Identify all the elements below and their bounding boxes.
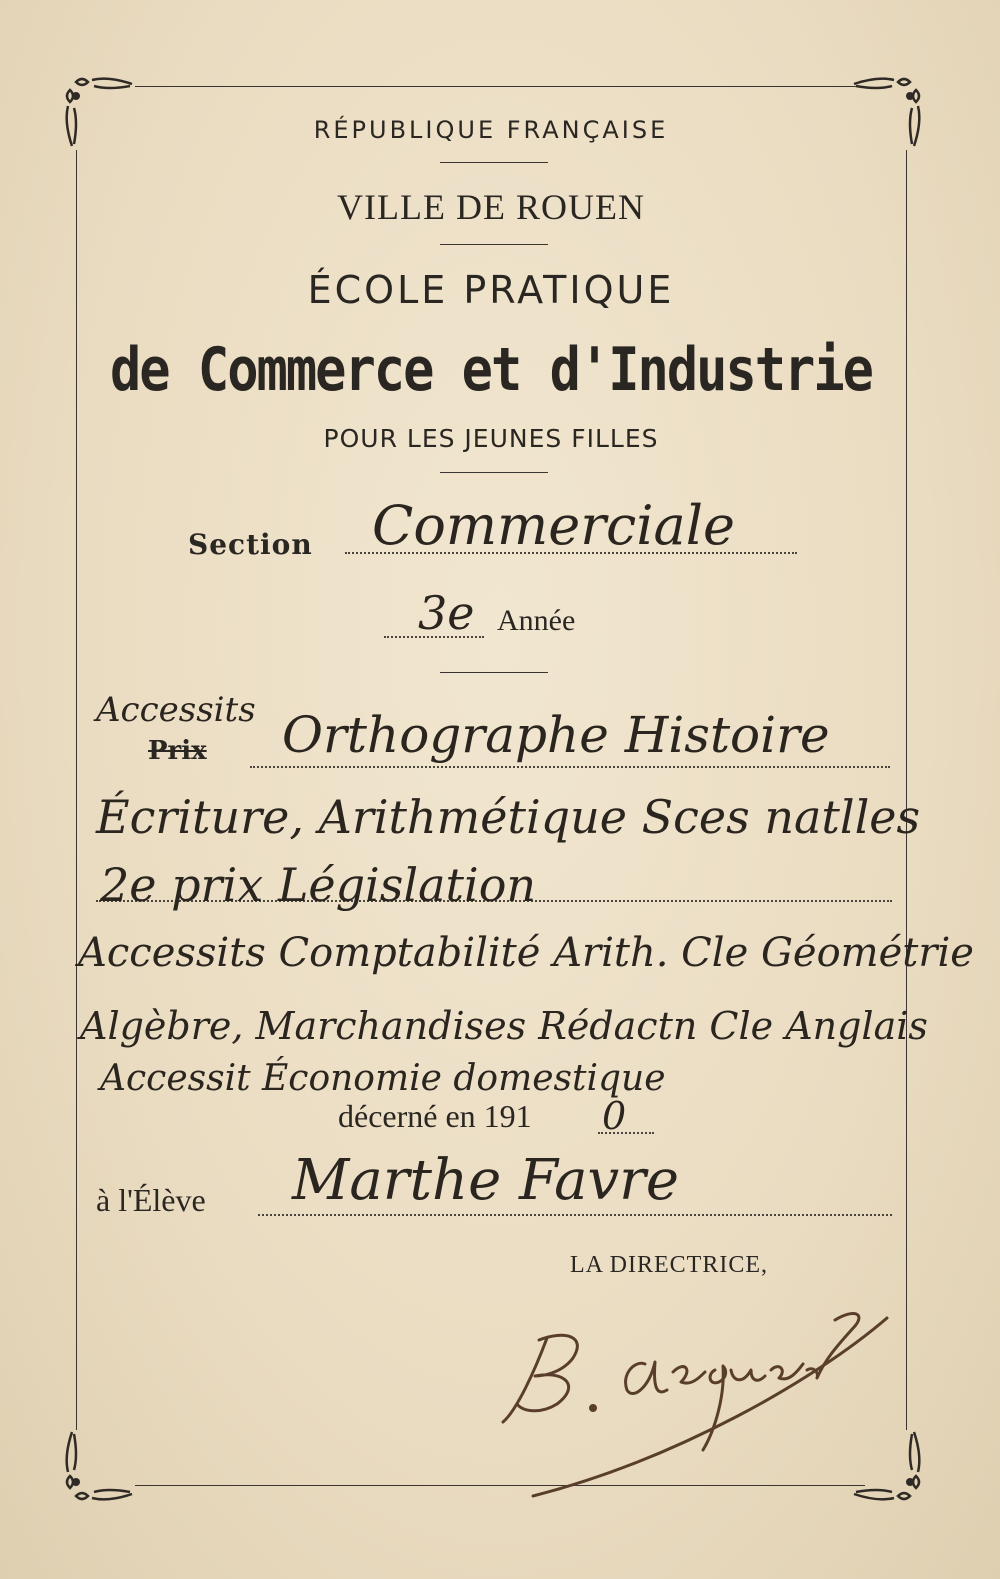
header-divider [440,244,548,245]
dotted-fill-line [250,766,890,768]
award-line: Écriture, Arithmétique Sces natlles [96,790,921,844]
dotted-fill-line [258,1214,892,1216]
signature-text [540,1500,545,1501]
directrice-label: LA DIRECTRICE, [570,1252,768,1278]
award-line: 2e prix Législation [100,858,537,912]
award-line: Accessits [96,690,256,730]
award-line: Orthographe Histoire [282,706,830,764]
corner-ornament-icon [58,1428,138,1508]
header-divider [440,472,548,473]
decerne-year-digit: 0 [602,1094,627,1138]
ecole-heading: ÉCOLE PRATIQUE [307,268,675,312]
decerne-label: décerné en 191 [338,1098,532,1134]
award-line: Accessits Comptabilité Arith. Cle Géométrie [78,930,974,976]
award-line: Algèbre, Marchandises Rédactn Cle Anglais [80,1004,928,1048]
section-label: Section [188,528,313,561]
republique-heading: RÉPUBLIQUE FRANÇAISE [313,116,669,144]
jeunes-filles-heading: POUR LES JEUNES FILLES [323,424,659,453]
header-divider [440,162,548,163]
section-divider [440,672,548,673]
annee-label: Année [497,604,576,637]
eleve-label: à l'Élève [96,1182,206,1218]
section-value: Commerciale [372,494,735,557]
commerce-industrie-heading: de Commerce et d'Industrie [110,336,872,405]
eleve-name: Marthe Favre [292,1148,679,1213]
award-line: Accessit Économie domestique [100,1058,666,1099]
prix-label-struck: Prix [148,736,207,766]
directrice-signature [495,1300,915,1520]
annee-value: 3e [418,586,475,640]
frame-top-border [135,86,865,87]
ville-heading: VILLE DE ROUEN [337,187,645,227]
